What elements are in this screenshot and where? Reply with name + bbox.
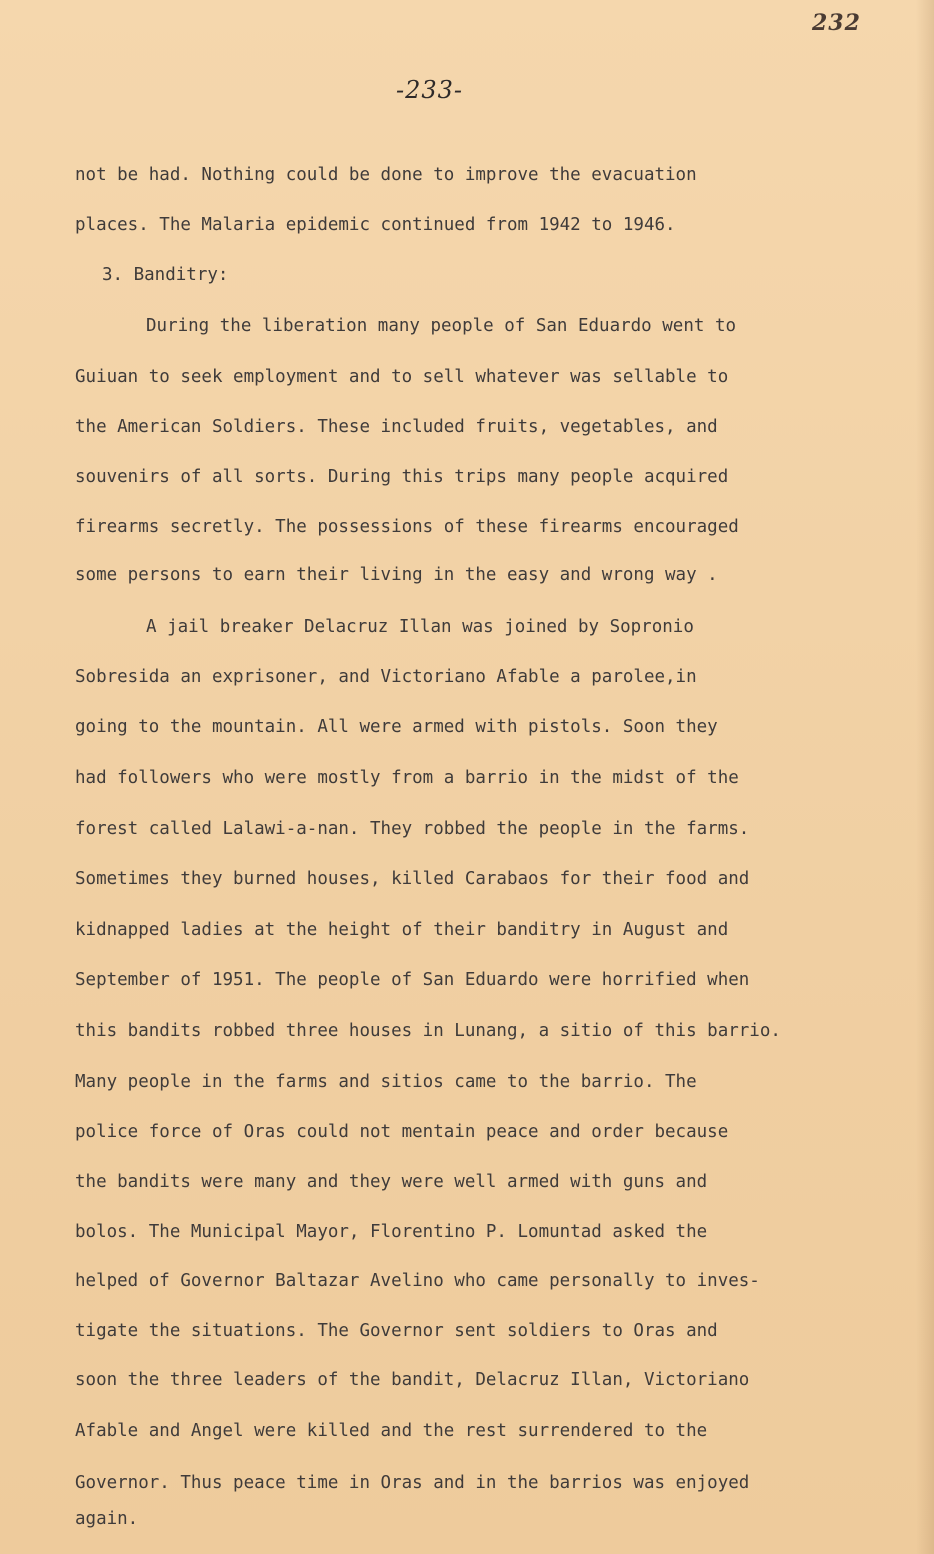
handwritten-page-number: 232	[812, 10, 861, 36]
text-line: During the liberation many people of San Eduardo went to	[146, 316, 737, 336]
text-line: souvenirs of all sorts. During this trips many people acquired	[75, 467, 729, 487]
text-line: not be had. Nothing could be done to improve the evacuation	[75, 165, 697, 185]
text-line: bolos. The Municipal Mayor, Florentino P. Lomuntad asked the	[75, 1222, 708, 1242]
text-line: Guiuan to seek employment and to sell whatever was sellable to	[75, 367, 729, 387]
text-line: Sobresida an exprisoner, and Victoriano Afable a parolee,in	[75, 667, 697, 687]
page-number: -233-	[396, 76, 464, 104]
section-heading: 3. Banditry:	[102, 265, 229, 285]
text-line: helped of Governor Baltazar Avelino who came personally to inves-	[75, 1271, 760, 1291]
text-line: had followers who were mostly from a barrio in the midst of the	[75, 768, 739, 788]
text-line: forest called Lalawi-a-nan. They robbed the people in the farms.	[75, 819, 750, 839]
text-line: A jail breaker Delacruz Illan was joined by Sopronio	[146, 617, 694, 637]
text-line: kidnapped ladies at the height of their banditry in August and	[75, 920, 729, 940]
text-line: Sometimes they burned houses, killed Carabaos for their food and	[75, 869, 750, 889]
text-line: police force of Oras could not mentain peace and order because	[75, 1122, 729, 1142]
text-line: this bandits robbed three houses in Lunang, a sitio of this barrio.	[75, 1021, 781, 1041]
text-line: Many people in the farms and sitios came to the barrio. The	[75, 1072, 697, 1092]
text-line: some persons to earn their living in the easy and wrong way .	[75, 565, 718, 585]
text-line: again.	[75, 1509, 139, 1529]
text-line: tigate the situations. The Governor sent soldiers to Oras and	[75, 1321, 718, 1341]
text-line: going to the mountain. All were armed with pistols. Soon they	[75, 717, 718, 737]
text-line: September of 1951. The people of San Eduardo were horrified when	[75, 970, 750, 990]
text-line: Governor. Thus peace time in Oras and in the barrios was enjoyed	[75, 1473, 750, 1493]
text-line: the American Soldiers. These included fruits, vegetables, and	[75, 417, 718, 437]
text-line: Afable and Angel were killed and the rest surrendered to the	[75, 1421, 708, 1441]
text-line: places. The Malaria epidemic continued from 1942 to 1946.	[75, 215, 676, 235]
text-line: soon the three leaders of the bandit, Delacruz Illan, Victoriano	[75, 1370, 750, 1390]
text-line: the bandits were many and they were well armed with guns and	[75, 1172, 708, 1192]
text-line: firearms secretly. The possessions of these firearms encouraged	[75, 517, 739, 537]
page-edge-shadow	[916, 0, 934, 1554]
